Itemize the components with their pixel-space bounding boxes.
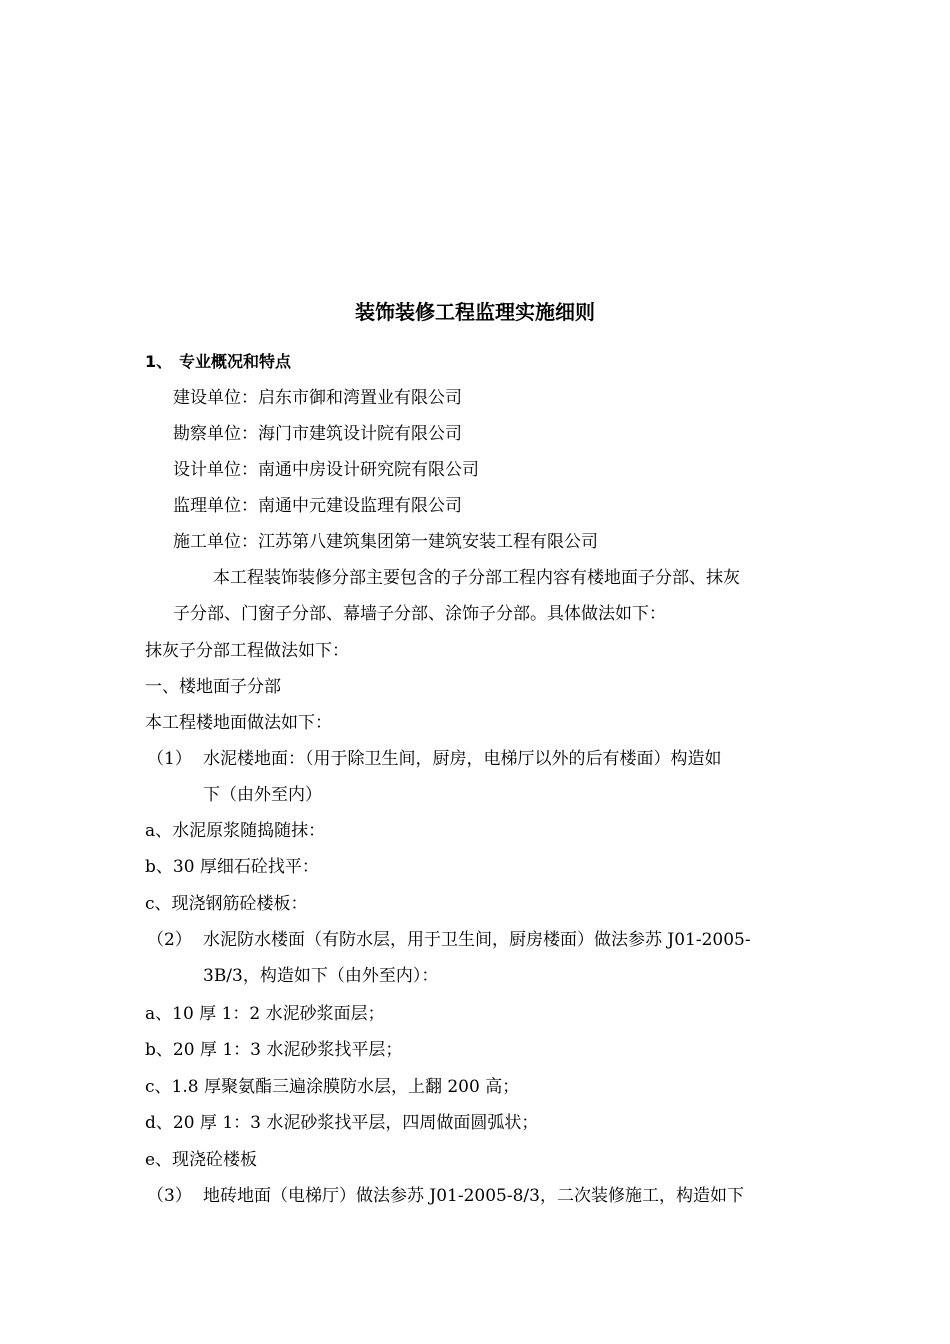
unit-line-supervision [173, 493, 462, 519]
item-text-line1: 水泥防水楼面（有防水层，用于卫生间，厨房楼面）做法参苏 J01-2005- [203, 930, 751, 950]
item-text-line1: 水泥楼地面：（用于除卫生间，厨房，电梯厅以外的后有楼面）构造如 [203, 749, 722, 769]
list-item: c、现浇钢筋砼楼板： [145, 894, 308, 914]
section-title: 专业概况和特点 [179, 352, 292, 371]
unit-line-construction [173, 385, 462, 411]
item-number: （3） [147, 1186, 192, 1206]
plaster-heading: 抹灰子分部工程做法如下： [145, 641, 349, 661]
unit-label: 建设单位： [173, 388, 258, 408]
item-number: （2） [147, 930, 192, 950]
item-text-line2: 下（由外至内） [203, 785, 322, 805]
list-item: e、现浇砼楼板 [145, 1150, 258, 1170]
section-heading [145, 349, 291, 375]
unit-label: 施工单位： [173, 532, 258, 552]
item-text-line1: 地砖地面（电梯厅）做法参苏 J01-2005-8/3，二次装修施工，构造如下 [203, 1186, 744, 1206]
list-item: d、20 厚 1：3 水泥砂浆找平层，四周做面圆弧状； [145, 1113, 539, 1133]
floor-intro: 本工程楼地面做法如下： [145, 713, 332, 733]
floor-subsection-heading: 一、楼地面子分部 [145, 677, 281, 697]
unit-value: 海门市建筑设计院有限公司 [258, 424, 462, 444]
unit-value: 南通中元建设监理有限公司 [258, 496, 462, 516]
item-text-line2: 3B/3，构造如下（由外至内）： [203, 966, 439, 986]
list-item: a、水泥原浆随捣随抹： [145, 821, 326, 841]
list-item: b、30 厚细石砼找平： [145, 857, 319, 877]
item-number: （1） [147, 749, 192, 769]
unit-label: 勘察单位： [173, 424, 258, 444]
unit-label: 监理单位： [173, 496, 258, 516]
list-item: b、20 厚 1：3 水泥砂浆找平层； [145, 1040, 403, 1060]
unit-line-survey [173, 421, 462, 447]
unit-value: 南通中房设计研究院有限公司 [258, 460, 479, 480]
unit-line-contractor [173, 529, 598, 555]
unit-line-design [173, 457, 479, 483]
list-item: a、10 厚 1：2 水泥砂浆面层； [145, 1004, 385, 1024]
section-number: 1、 [145, 352, 173, 371]
document-title: 装饰装修工程监理实施细则 [355, 300, 595, 324]
list-item: c、1.8 厚聚氨酯三遍涂膜防水层，上翻 200 高； [145, 1077, 520, 1097]
unit-value: 启东市御和湾置业有限公司 [258, 388, 462, 408]
unit-label: 设计单位： [173, 460, 258, 480]
unit-value: 江苏第八建筑集团第一建筑安装工程有限公司 [258, 532, 598, 552]
intro-paragraph-line1: 本工程装饰装修分部主要包含的子分部工程内容有楼地面子分部、抹灰 [213, 568, 740, 588]
intro-paragraph-line2: 子分部、门窗子分部、幕墙子分部、涂饰子分部。具体做法如下： [173, 604, 666, 624]
